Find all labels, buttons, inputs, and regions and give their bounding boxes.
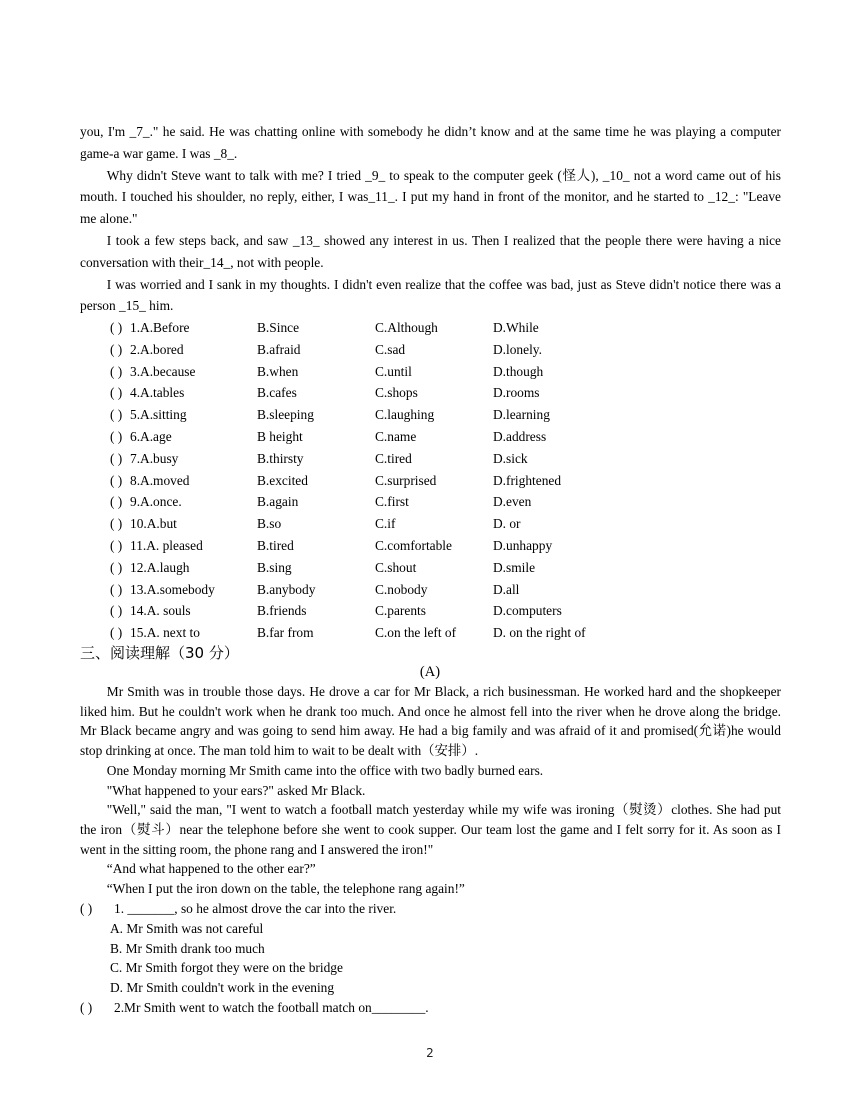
answer-blank[interactable]: ( )	[110, 450, 123, 466]
question-2	[80, 998, 429, 1018]
option-a: 6.A.age	[130, 429, 172, 444]
option-c: C.name	[375, 429, 417, 444]
question-stem: 1. _______, so he almost drove the car into the river.	[114, 901, 397, 916]
question-1-choice-d: D. Mr Smith couldn't work in the evening	[110, 980, 335, 995]
answer-blank[interactable]: ( )	[110, 341, 123, 357]
answer-blank[interactable]: ( )	[110, 385, 123, 401]
option-a: 7.A.busy	[130, 450, 179, 466]
option-b: B height	[257, 429, 303, 444]
option-d: D.even	[493, 494, 532, 510]
answer-blank[interactable]: ( )	[110, 494, 123, 510]
answer-blank[interactable]: ( )	[110, 559, 123, 575]
section-title: 三、阅读理解（30 分）	[80, 644, 239, 662]
question-1-choice-b: B. Mr Smith drank too much	[110, 941, 265, 956]
question-1	[80, 899, 396, 919]
option-c: C.shout	[375, 559, 417, 575]
cloze-paragraph-2: Why didn't Steve want to talk with me? I tried _9_ to speak to the computer geek (怪人), _10_ not a word came out of his mouth. I touched his shoulder, no reply, either, I was_11_. I put my hand in front of the monitor, and he started to _12_: "Leave me alone."	[80, 167, 781, 227]
option-a: 1.A.Before	[130, 320, 190, 335]
option-b: B.again	[257, 494, 299, 510]
question-1-choice-c: C. Mr Smith forgot they were on the bridge	[110, 960, 343, 975]
option-d: D.rooms	[493, 385, 540, 401]
option-a: 9.A.once.	[130, 494, 182, 510]
option-b: B.cafes	[257, 385, 297, 401]
passage-label: (A)	[419, 664, 441, 680]
passage-paragraph-4: "Well," said the man, "I went to watch a football match yesterday while my wife was ironing（熨烫）clothes. She had put the iron（熨斗）near the telephone before she went to cook supper. Our team lost the game and I felt sorry for it. As soon as I went in the sitting room, the phone rang and I answered the iron!"	[80, 802, 781, 857]
passage-paragraph-2: One Monday morning Mr Smith came into the office with two badly burned ears.	[106, 762, 544, 778]
option-d: D.lonely.	[493, 341, 542, 357]
answer-blank[interactable]: ( )	[110, 320, 123, 335]
option-b: B.when	[257, 363, 299, 379]
option-a: 13.A.somebody	[130, 581, 215, 597]
answer-blank[interactable]: ( )	[80, 1000, 93, 1015]
option-b: B.far from	[257, 625, 314, 641]
option-b: B.tired	[257, 538, 294, 553]
question-1-choice-a: A. Mr Smith was not careful	[110, 921, 264, 936]
option-b: B.Since	[257, 320, 300, 335]
option-c: C.comfortable	[375, 538, 452, 553]
option-c: C.sad	[375, 341, 406, 357]
answer-blank[interactable]: ( )	[80, 901, 93, 916]
option-a: 5.A.sitting	[130, 407, 187, 423]
option-c: C.if	[375, 516, 396, 532]
option-c: C.surprised	[375, 472, 437, 488]
answer-blank[interactable]: ( )	[110, 429, 123, 444]
passage-paragraph-3: "What happened to your ears?" asked Mr Black.	[106, 782, 366, 798]
reading-passage-a	[80, 682, 781, 899]
option-d: D. or	[493, 516, 521, 532]
option-a: 15.A. next to	[130, 625, 200, 641]
option-d: D.though	[493, 363, 544, 379]
answer-blank[interactable]: ( )	[110, 363, 123, 379]
option-a: 2.A.bored	[130, 341, 184, 357]
option-c: C.Although	[375, 320, 438, 335]
option-a: 8.A.moved	[130, 472, 190, 488]
option-d: D.unhappy	[493, 538, 553, 553]
option-b: B.so	[257, 516, 282, 532]
option-c: C.on the left of	[375, 625, 457, 641]
option-d: D.smile	[493, 559, 536, 575]
option-b: B.excited	[257, 472, 308, 488]
answer-blank[interactable]: ( )	[110, 407, 123, 423]
cloze-paragraph-3: I took a few steps back, and saw _13_ showed any interest in us. Then I realized that the people there were having a nice conversation with their_14_, not with people.	[80, 232, 781, 270]
option-c: C.nobody	[375, 581, 428, 597]
option-a: 3.A.because	[130, 363, 196, 379]
option-d: D. on the right of	[493, 625, 586, 641]
option-d: D.address	[493, 429, 547, 444]
option-d: D.all	[493, 581, 520, 597]
option-b: B.sing	[257, 559, 292, 575]
passage-paragraph-6: “When I put the iron down on the table, the telephone rang again!”	[106, 881, 465, 897]
option-a: 4.A.tables	[130, 385, 185, 401]
option-c: C.shops	[375, 385, 418, 401]
passage-paragraph-5: “And what happened to the other ear?”	[106, 861, 316, 877]
cloze-passage	[80, 121, 781, 317]
option-c: C.first	[375, 494, 409, 510]
answer-blank[interactable]: ( )	[110, 538, 123, 553]
option-b: B.sleeping	[257, 407, 314, 423]
answer-blank[interactable]: ( )	[110, 472, 123, 488]
option-b: B.thirsty	[257, 450, 304, 466]
option-c: C.until	[375, 363, 412, 379]
option-d: D.While	[493, 320, 539, 335]
option-d: D.learning	[493, 407, 550, 423]
option-a: 12.A.laugh	[130, 559, 190, 575]
option-a: 11.A. pleased	[130, 538, 203, 553]
option-b: B.anybody	[257, 581, 316, 597]
option-b: B.friends	[257, 603, 307, 619]
question-stem: 2.Mr Smith went to watch the football match on________.	[114, 1000, 429, 1015]
cloze-paragraph-4: I was worried and I sank in my thoughts. I didn't even realize that the coffee was bad, just as Steve didn't notice there was a person _15_ him.	[80, 276, 781, 314]
answer-blank[interactable]: ( )	[110, 603, 123, 619]
option-d: D.sick	[493, 450, 528, 466]
answer-blank[interactable]: ( )	[110, 625, 123, 641]
answer-blank[interactable]: ( )	[110, 516, 123, 532]
option-c: C.laughing	[375, 407, 435, 423]
passage-paragraph-1: Mr Smith was in trouble those days. He drove a car for Mr Black, a rich businessman. He worked hard and the shopkeeper liked him. But he couldn't work when he drank too much. And once he almost fell into the river when he drove along the bridge. Mr Black became angry and was going to send him away. He had a big family and was afraid of it and promised(允诺)he would stop drinking at once. The man told him to wait to be dealt with（安排）.	[80, 684, 781, 759]
page-number: 2	[426, 1046, 434, 1060]
option-d: D.frightened	[493, 472, 562, 488]
option-a: 10.A.but	[130, 516, 177, 532]
cloze-paragraph-1: you, I'm _7_." he said. He was chatting online with somebody he didn’t know and at the same time he was playing a computer game-a war game. I was _8_.	[80, 124, 781, 161]
option-c: C.tired	[375, 450, 412, 466]
option-b: B.afraid	[257, 341, 301, 357]
answer-blank[interactable]: ( )	[110, 581, 123, 597]
option-c: C.parents	[375, 603, 426, 619]
option-d: D.computers	[493, 603, 562, 619]
option-a: 14.A. souls	[130, 603, 191, 619]
